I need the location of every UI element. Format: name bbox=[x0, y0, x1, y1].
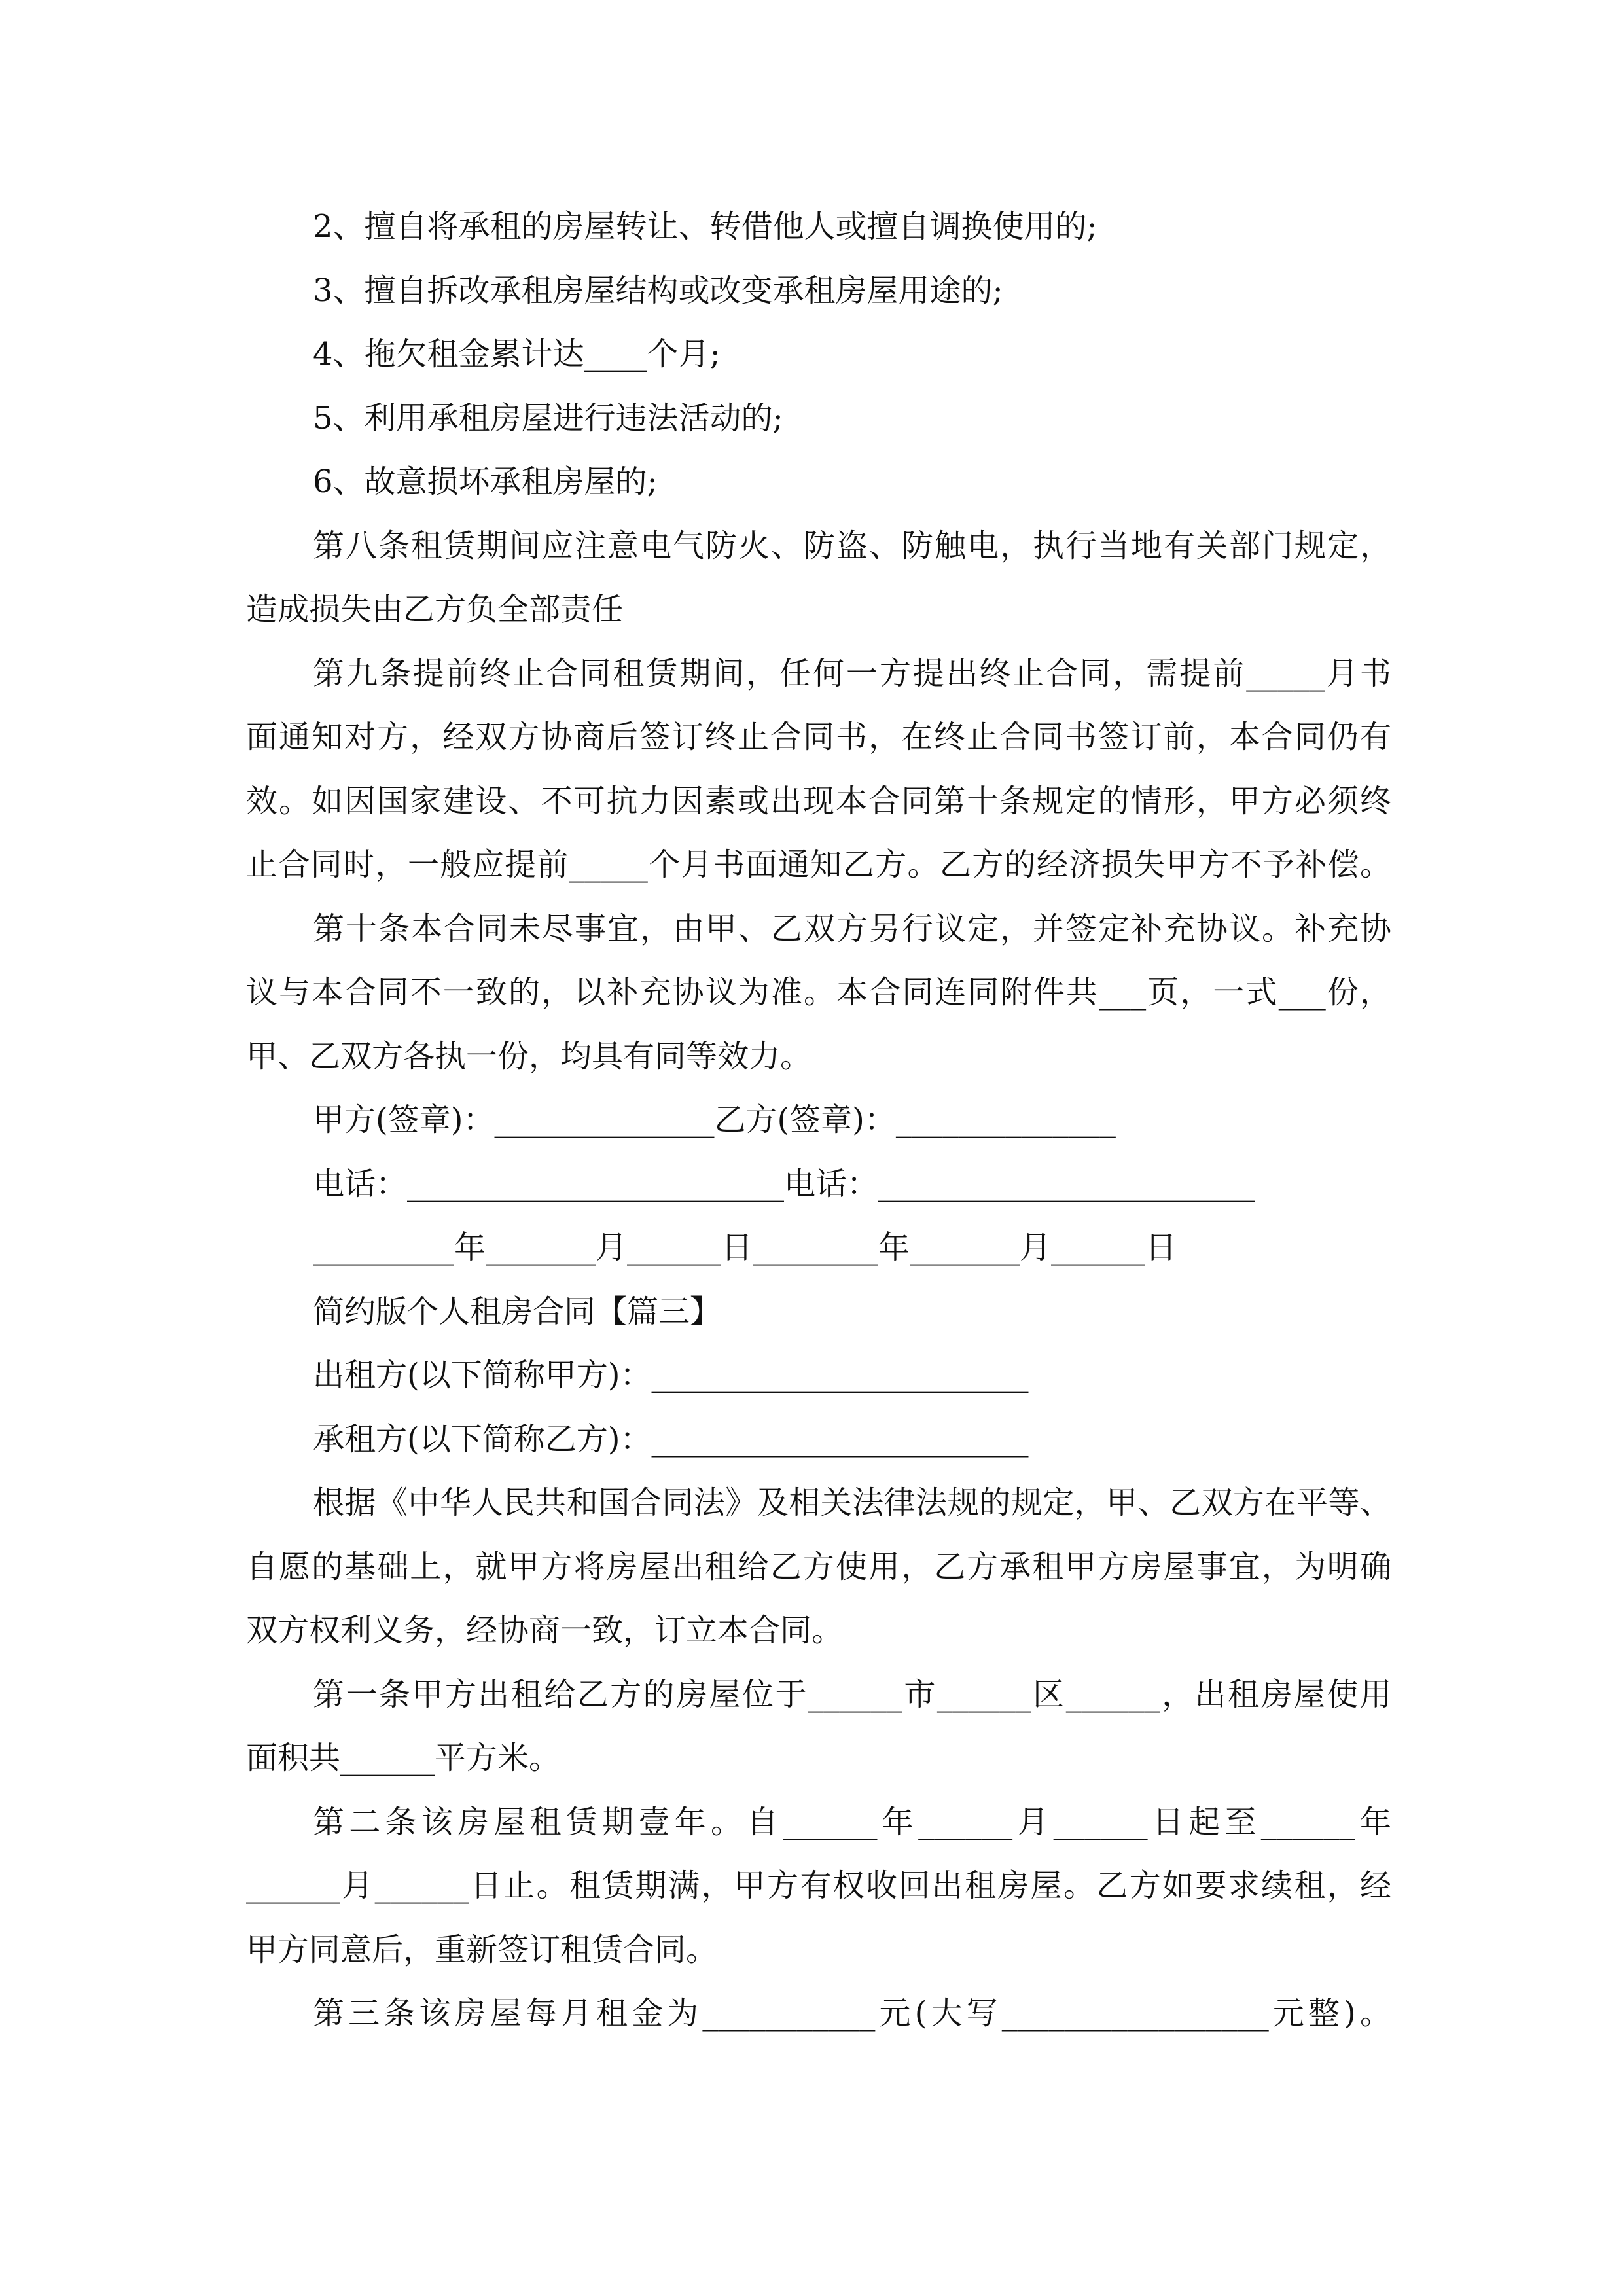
document-text-line: 议与本合同不一致的，以补充协议为准。本合同连同附件共___页，一式___份， bbox=[246, 974, 1391, 1011]
document-text-line: 甲、乙双方各执一份，均具有同等效力。 bbox=[246, 1037, 812, 1075]
document-text-line: 电话：________________________电话：________________________ bbox=[313, 1165, 1256, 1202]
document-text-line: 根据《中华人民共和国合同法》及相关法律法规的规定，甲、乙双方在平等、 bbox=[313, 1484, 1391, 1521]
document-text-line: 出租方(以下简称甲方)：________________________ bbox=[313, 1357, 1029, 1393]
document-text-line: 6、故意损坏承租房屋的; bbox=[313, 463, 658, 500]
document-text-line: 5、利用承租房屋进行违法活动的; bbox=[313, 399, 783, 437]
document-text-line: 造成损失由乙方负全部责任 bbox=[246, 591, 624, 628]
document-text-line: 面通知对方，经双方协商后签订终止合同书，在终止合同书签订前，本合同仍有 bbox=[246, 719, 1391, 755]
document-text-line: 3、擅自拆改承租房屋结构或改变承租房屋用途的; bbox=[313, 272, 1003, 309]
document-text-line: 双方权利义务，经协商一致，订立本合同。 bbox=[246, 1612, 844, 1649]
document-text-line: 第十条本合同未尽事宜，由甲、乙双方另行议定，并签定补充协议。补充协 bbox=[313, 910, 1391, 947]
document-text-line: 承租方(以下简称乙方)：________________________ bbox=[313, 1420, 1029, 1458]
document-text-line: 面积共______平方米。 bbox=[246, 1740, 561, 1776]
document-text-line: 第一条甲方出租给乙方的房屋位于______市______区______，出租房屋使用 bbox=[313, 1676, 1391, 1713]
document-text-line: 第二条该房屋租赁期壹年。自______年______月______日起至______年 bbox=[313, 1803, 1391, 1840]
document-text-line: 自愿的基础上，就甲方将房屋出租给乙方使用，乙方承租甲方房屋事宜，为明确 bbox=[246, 1548, 1391, 1585]
document-text-line: _________年_______月______日________年_______月______日 bbox=[313, 1229, 1177, 1266]
document-text-line: 效。如因国家建设、不可抗力因素或出现本合同第十条规定的情形，甲方必须终 bbox=[246, 782, 1391, 819]
document-text-line: 2、擅自将承租的房屋转让、转借他人或擅自调换使用的; bbox=[313, 208, 1097, 245]
document-text-line: 甲方同意后，重新签订租赁合同。 bbox=[246, 1931, 718, 1968]
document-text-line: 简约版个人租房合同【篇三】 bbox=[313, 1293, 722, 1330]
document-text-line: 甲方(签章)：______________乙方(签章)：______________ bbox=[313, 1102, 1116, 1138]
document-text-line: 第九条提前终止合同租赁期间，任何一方提出终止合同，需提前_____月书 bbox=[313, 655, 1391, 692]
document-text-line: ______月______日止。租赁期满，甲方有权收回出租房屋。乙方如要求续租，经 bbox=[246, 1867, 1391, 1904]
document-text-line: 第三条该房屋每月租金为___________元(大写_________________元整)。 bbox=[313, 1995, 1391, 2032]
document-text-line: 4、拖欠租金累计达____个月; bbox=[313, 336, 721, 372]
document-text-line: 止合同时，一般应提前_____个月书面通知乙方。乙方的经济损失甲方不予补偿。 bbox=[246, 846, 1391, 883]
document-page bbox=[246, 195, 1391, 2046]
document-text-line: 第八条租赁期间应注意电气防火、防盗、防触电，执行当地有关部门规定， bbox=[313, 527, 1391, 564]
